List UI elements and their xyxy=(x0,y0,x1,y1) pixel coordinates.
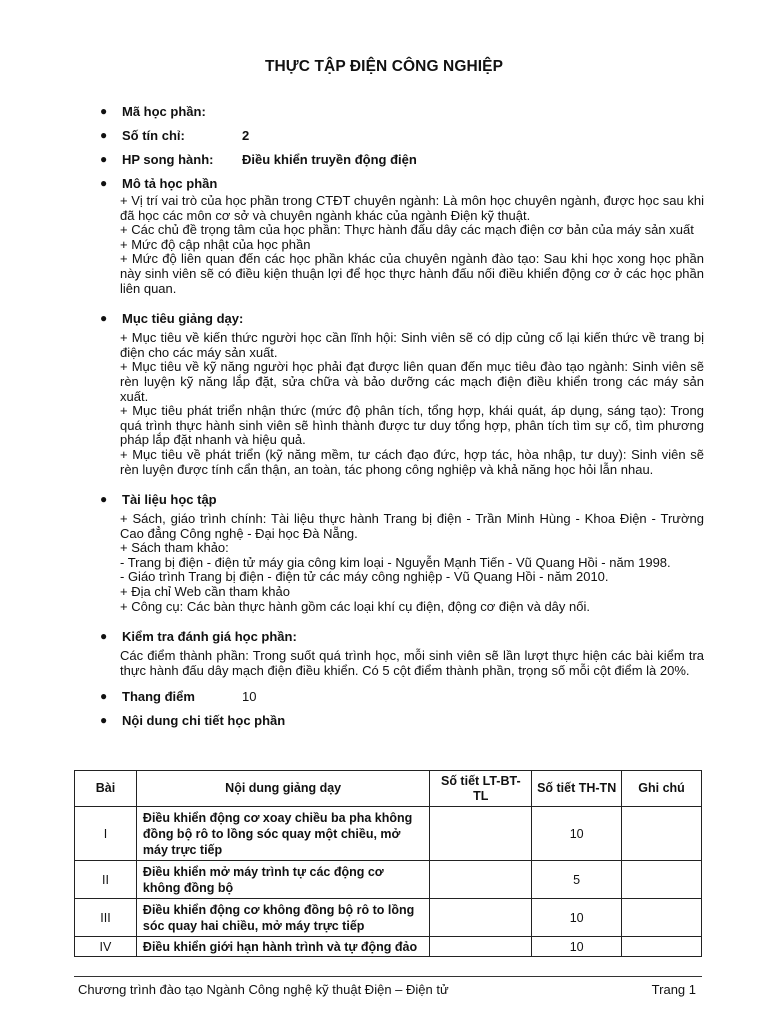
description-text xyxy=(92,194,704,296)
detail-content-heading-item xyxy=(92,712,704,729)
theory-hours xyxy=(430,899,532,937)
course-code-label: Mã học phần: xyxy=(122,104,206,119)
bullet-icon: ● xyxy=(100,176,108,190)
lesson-content: Điều khiển động cơ không đồng bộ rô to lồng sóc quay hai chiều, mở máy trực tiếp xyxy=(136,899,429,937)
assessment-line: Các điểm thành phần: Trong suốt quá trình học, mỗi sinh viên sẽ lần lượt thực hiện các bài kiểm tra thực hành đấu dây mạch điện điều khiển. Có 5 cột điểm thành phần, trọng số mỗi cột điểm là 20%. xyxy=(120,648,704,678)
bullet-icon: ● xyxy=(100,629,108,644)
assessment-text xyxy=(92,649,704,678)
bullet-icon: ● xyxy=(100,492,108,507)
lesson-number: I xyxy=(75,807,137,861)
objectives-heading: Mục tiêu giảng dạy: xyxy=(122,311,244,327)
material-line: + Địa chỉ Web cần tham khảo xyxy=(120,584,290,600)
material-line: + Công cụ: Các bàn thực hành gồm các loại khí cụ điện, động cơ điện và dây nối. xyxy=(120,598,590,614)
credits-label: Số tín chỉ: xyxy=(122,128,185,143)
table-row xyxy=(75,807,702,861)
theory-hours xyxy=(430,807,532,861)
description-heading: Mô tả học phần xyxy=(122,176,218,191)
credits-item xyxy=(92,127,704,144)
detail-content-heading: Nội dung chi tiết học phần xyxy=(122,713,286,729)
material-line: - Giáo trình Trang bị điện - điện tử các máy công nghiệp - Vũ Quang Hồi - năm 2010. xyxy=(120,569,609,585)
practice-hours: 10 xyxy=(532,899,622,937)
bullet-icon: ● xyxy=(100,689,108,704)
description-line: + Vị trí vai trò của học phần trong CTĐT chuyên ngành: Là môn học chuyên ngành, được học sau khi đã học các môn cơ sở và chuyên ngành khác của ngành Điện kỹ thuật. xyxy=(120,193,704,223)
objective-line: + Mục tiêu về phát triển (kỹ năng mềm, tư cách đạo đức, hợp tác, hòa nhập, tư duy): Sinh viên sẽ rèn luyện được tính cẩn thận, an toàn, tác phong công nghiệp và khả năng học hỏi lẫn nhau. xyxy=(120,446,704,477)
grading-scale-item xyxy=(92,688,704,705)
description-line: + Các chủ đề trọng tâm của học phần: Thực hành đấu dây các mạch điện cơ bản của máy sản xuất xyxy=(120,222,694,238)
lesson-number: III xyxy=(75,899,137,937)
material-line: - Trang bị điện - điện tử máy gia công kim loại - Nguyễn Mạnh Tiến - Vũ Quang Hồi - năm 1998. xyxy=(120,554,671,570)
footer-program-name: Chương trình đào tạo Ngành Công nghệ kỹ thuật Điện – Điện tử xyxy=(78,982,449,997)
material-line: + Sách tham khảo: xyxy=(120,540,229,556)
bullet-icon: ● xyxy=(100,104,108,118)
table-header-row xyxy=(75,771,702,807)
assessment-heading: Kiểm tra đánh giá học phần: xyxy=(122,629,297,645)
lesson-content: Điều khiển giới hạn hành trình và tự động đảo xyxy=(136,937,429,957)
materials-heading-item xyxy=(92,491,704,508)
footer-divider xyxy=(74,976,702,977)
material-line: + Sách, giáo trình chính: Tài liệu thực hành Trang bị điện - Trần Minh Hùng - Khoa Điện - Trường Cao đẳng Công nghệ - Đại học Đà Nẵng. xyxy=(120,511,704,541)
theory-hours xyxy=(430,861,532,899)
table-row xyxy=(75,899,702,937)
document-title: THỰC TẬP ĐIỆN CÔNG NGHIỆP xyxy=(264,58,504,75)
parallel-course-value: Điều khiển truyền động điện xyxy=(242,152,417,167)
notes xyxy=(622,899,702,937)
header-lesson: Bài xyxy=(75,771,137,807)
lesson-content: Điều khiển động cơ xoay chiều ba pha không đồng bộ rô to lồng sóc quay một chiều, mở máy trực tiếp xyxy=(136,807,429,861)
description-line: + Mức độ cập nhật của học phần xyxy=(120,236,311,252)
objective-line: + Mục tiêu phát triển nhận thức (mức độ phân tích, tổng hợp, khái quát, áp dụng, sáng tạo): Trong quá trình thực hành sinh viên sẽ hình thành được tư duy tổng hợp, phân tích tìm sự cố, tìm phương pháp lắp đặt nhanh và hiệu quả. xyxy=(120,403,704,448)
notes xyxy=(622,861,702,899)
footer-page-number: Trang 1 xyxy=(651,982,696,997)
materials-heading: Tài liệu học tập xyxy=(122,492,217,508)
bullet-icon: ● xyxy=(100,152,108,166)
description-line: + Mức độ liên quan đến các học phần khác của chuyên ngành đào tạo: Sau khi học xong học phần này sinh viên sẽ có điều kiện thuận lợi để học thực hành đấu nối điều khiển động cơ ở các học phần liên quan. xyxy=(120,251,704,296)
notes xyxy=(622,807,702,861)
bullet-icon: ● xyxy=(100,311,108,326)
header-practice-hours: Số tiết TH-TN xyxy=(532,771,622,807)
assessment-heading-item xyxy=(92,628,704,645)
practice-hours: 5 xyxy=(532,861,622,899)
lesson-number: IV xyxy=(75,937,137,957)
materials-text xyxy=(92,512,704,614)
parallel-course-label: HP song hành: xyxy=(122,152,214,167)
description-heading-item xyxy=(92,175,704,192)
objectives-text xyxy=(92,331,704,477)
objective-line: + Mục tiêu về kỹ năng người học phải đạt được liên quan đến mục tiêu đào tạo ngành: Sinh viên sẽ rèn luyện kỹ năng lắp đặt, sửa chữa và bảo dưỡng các mạch điện điều khiển trong các máy sản xuất. xyxy=(120,359,704,404)
lesson-content: Điều khiển mở máy trình tự các động cơ không đồng bộ xyxy=(136,861,429,899)
bullet-icon: ● xyxy=(100,128,108,142)
header-theory-hours: Số tiết LT-BT-TL xyxy=(430,771,532,807)
header-content: Nội dung giảng dạy xyxy=(136,771,429,807)
notes xyxy=(622,937,702,957)
table-row xyxy=(75,861,702,899)
grading-scale-label: Thang điểm xyxy=(122,689,195,705)
objective-line: + Mục tiêu về kiến thức người học cần lĩnh hội: Sinh viên sẽ có dịp củng cố lại kiến thức về trang bị điện cho các máy sản xuất. xyxy=(120,330,704,360)
theory-hours xyxy=(430,937,532,957)
credits-value: 2 xyxy=(242,128,250,143)
header-notes: Ghi chú xyxy=(622,771,702,807)
grading-scale-value: 10 xyxy=(242,689,257,705)
practice-hours: 10 xyxy=(532,937,622,957)
table-row xyxy=(75,937,702,957)
lesson-number: II xyxy=(75,861,137,899)
objectives-heading-item xyxy=(92,310,704,327)
course-code-item xyxy=(92,103,704,120)
course-info xyxy=(92,103,704,736)
syllabus-table xyxy=(74,770,702,957)
parallel-course-item xyxy=(92,151,704,168)
practice-hours: 10 xyxy=(532,807,622,861)
bullet-icon: ● xyxy=(100,713,108,728)
